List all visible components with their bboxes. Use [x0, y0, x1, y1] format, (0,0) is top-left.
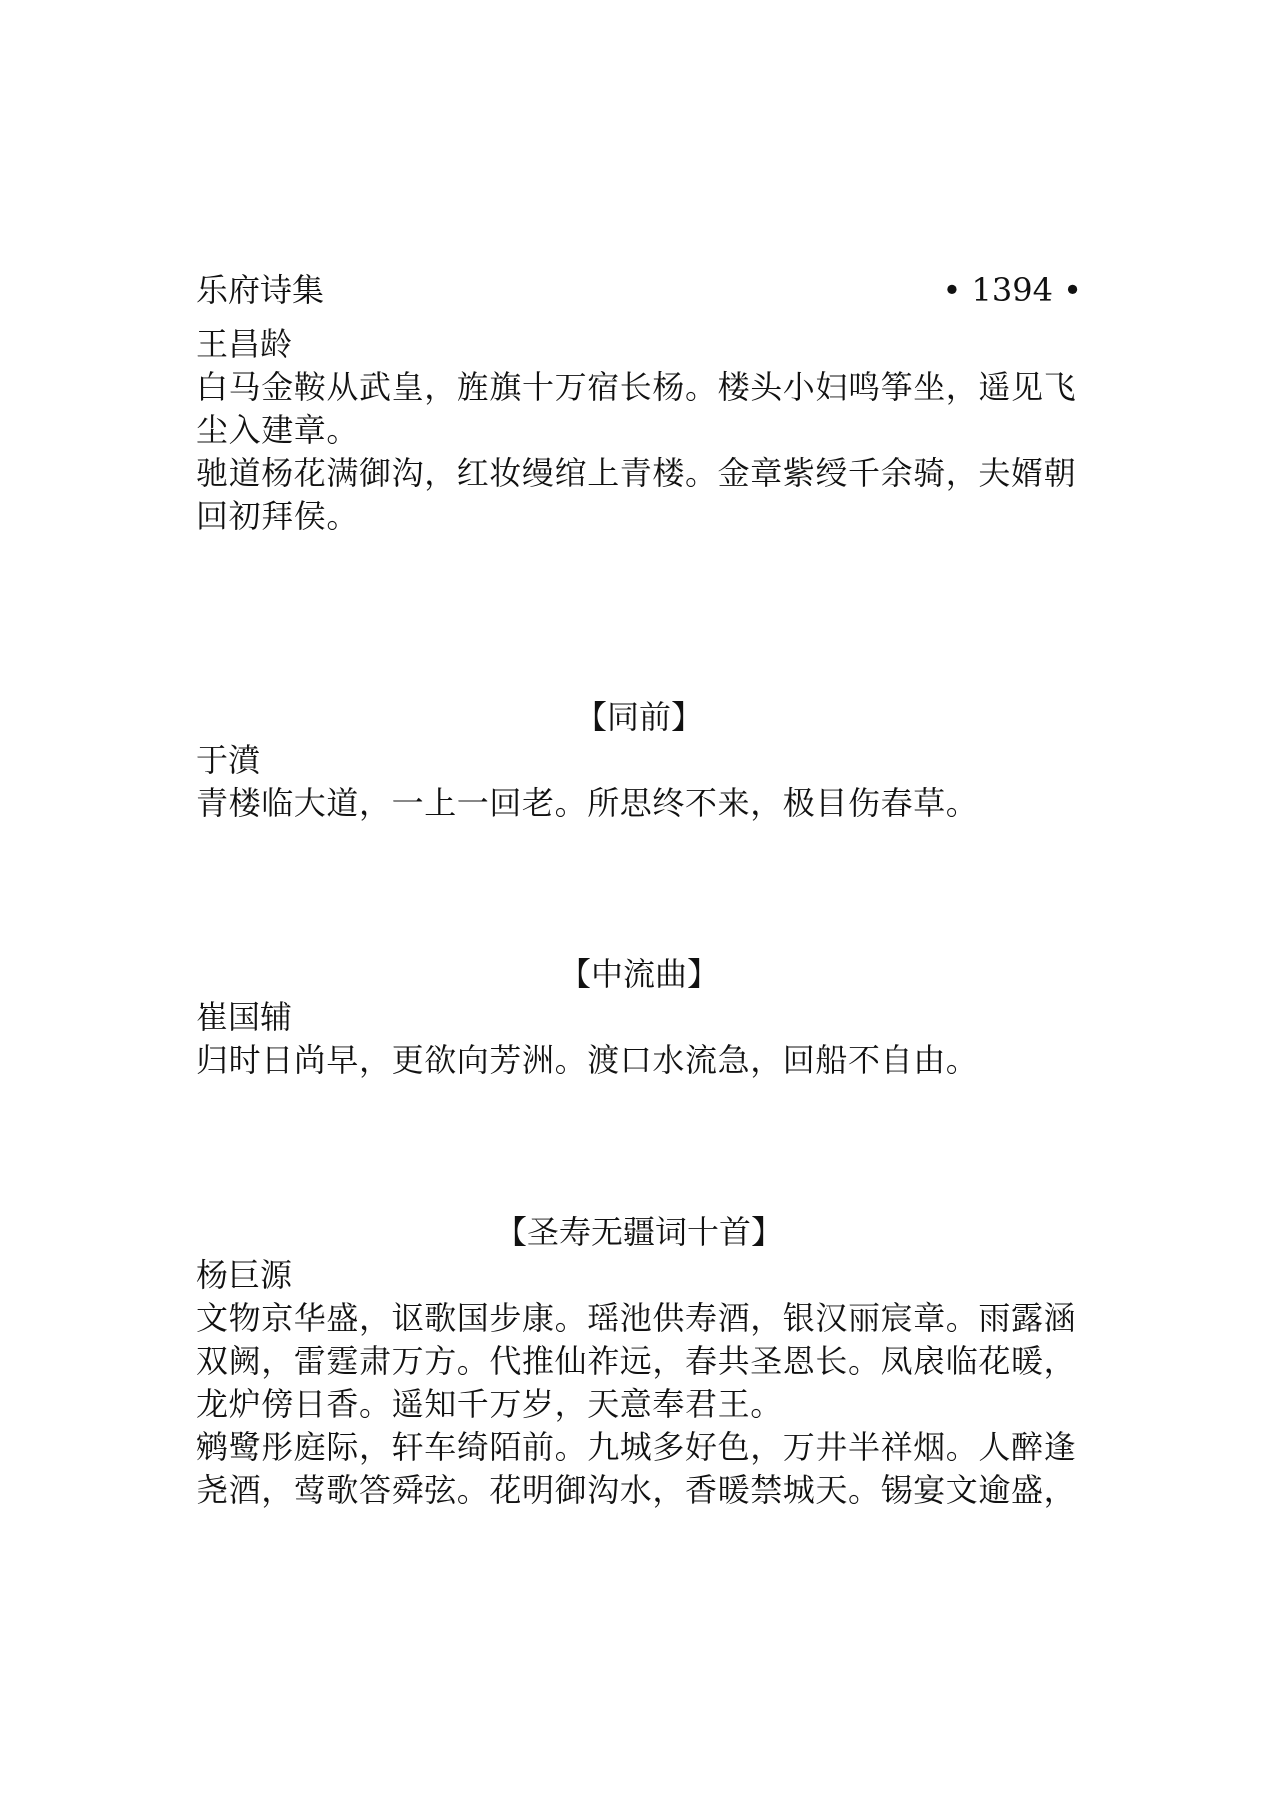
poem-verse: 白马金鞍从武皇，旌旗十万宿长杨。楼头小妇鸣筝坐，遥见飞尘入建章。 [196, 368, 1077, 449]
poem-verse: 鹓鹭彤庭际，轩车绮陌前。九城多好色，万井半祥烟。人醉逢尧酒，莺歌答舜弦。花明御沟水，香暖禁城天。锡宴文逾盛， [196, 1428, 1077, 1509]
poem-heading: 【中流曲】 [558, 955, 719, 993]
poem-verse: 驰道杨花满御沟，红妆缦绾上青楼。金章紫绶千余骑，夫婿朝回初拜侯。 [196, 454, 1077, 535]
poem-section-wang-changling [196, 323, 1082, 538]
poem-verse: 青楼临大道，一上一回老。所思终不来，极目伤春草。 [196, 784, 979, 822]
poem-section-tong-qian [196, 695, 1082, 825]
page-number: • 1394 • [942, 271, 1082, 309]
poem-section-zhong-liu-qu [196, 952, 1082, 1082]
poem-heading: 【圣寿无疆词十首】 [494, 1213, 783, 1251]
poem-author: 于濆 [196, 741, 261, 779]
poem-verse: 归时日尚早，更欲向芳洲。渡口水流急，回船不自由。 [196, 1041, 979, 1079]
page-header [196, 268, 1082, 312]
book-title: 乐府诗集 [196, 271, 325, 309]
poem-section-sheng-shou-wu-jiang [196, 1210, 1082, 1512]
poem-author: 崔国辅 [196, 998, 293, 1036]
document-page [196, 0, 1082, 1795]
poem-heading: 【同前】 [574, 698, 703, 736]
poem-verse: 文物京华盛，讴歌国步康。瑶池供寿酒，银汉丽宸章。雨露涵双阙，雷霆肃万方。代推仙祚远，春共圣恩长。凤扆临花暖，龙炉傍日香。遥知千万岁，天意奉君王。 [196, 1299, 1077, 1423]
poem-author: 王昌龄 [196, 325, 293, 363]
poem-author: 杨巨源 [196, 1256, 293, 1294]
